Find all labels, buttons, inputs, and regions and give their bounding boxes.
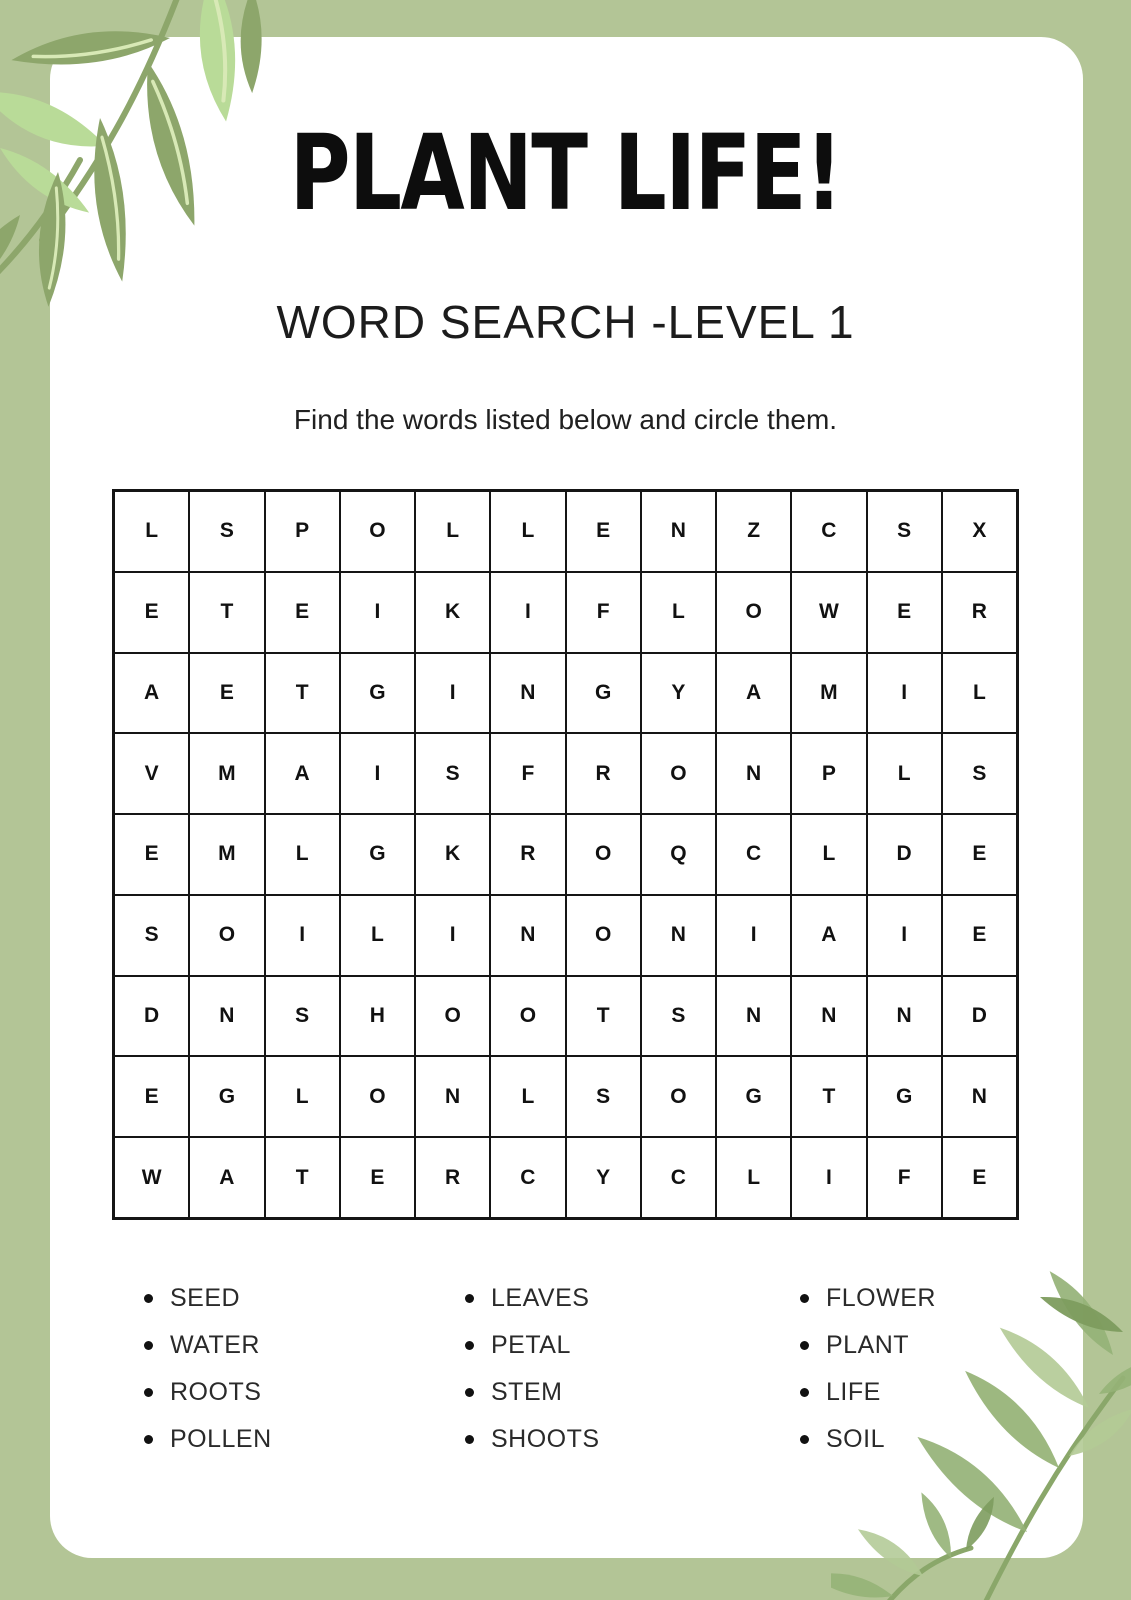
grid-cell[interactable]: R [566, 733, 641, 814]
grid-cell[interactable]: S [415, 733, 490, 814]
grid-cell[interactable]: H [340, 976, 415, 1057]
grid-cell[interactable]: L [265, 1056, 340, 1137]
grid-cell[interactable]: E [340, 1137, 415, 1218]
grid-cell[interactable]: D [942, 976, 1017, 1057]
grid-cell[interactable]: I [867, 653, 942, 734]
grid-cell[interactable]: N [791, 976, 866, 1057]
grid-cell[interactable]: O [716, 572, 791, 653]
word-list-item: LEAVES [465, 1275, 600, 1322]
grid-cell[interactable]: S [867, 491, 942, 572]
word-list-item: ROOTS [144, 1369, 272, 1416]
grid-cell[interactable]: A [716, 653, 791, 734]
grid-cell[interactable]: N [490, 895, 565, 976]
grid-cell[interactable]: S [942, 733, 1017, 814]
grid-cell[interactable]: K [415, 572, 490, 653]
grid-cell[interactable]: L [867, 733, 942, 814]
grid-cell[interactable]: E [942, 814, 1017, 895]
grid-cell[interactable]: Q [641, 814, 716, 895]
grid-cell[interactable]: T [189, 572, 264, 653]
grid-cell[interactable]: O [566, 814, 641, 895]
grid-cell[interactable]: V [114, 733, 189, 814]
grid-cell[interactable]: E [189, 653, 264, 734]
grid-cell[interactable]: O [415, 976, 490, 1057]
grid-cell[interactable]: E [114, 814, 189, 895]
grid-cell[interactable]: N [641, 895, 716, 976]
leaf-decoration-top-left [0, 0, 340, 312]
grid-cell[interactable]: T [265, 1137, 340, 1218]
grid-cell[interactable]: E [265, 572, 340, 653]
grid-cell[interactable]: P [265, 491, 340, 572]
grid-cell[interactable]: L [641, 572, 716, 653]
grid-cell[interactable]: T [791, 1056, 866, 1137]
grid-cell[interactable]: F [490, 733, 565, 814]
grid-cell[interactable]: L [490, 491, 565, 572]
grid-cell[interactable]: Z [716, 491, 791, 572]
grid-cell[interactable]: L [716, 1137, 791, 1218]
grid-cell[interactable]: L [415, 491, 490, 572]
grid-cell[interactable]: L [114, 491, 189, 572]
grid-cell[interactable]: S [641, 976, 716, 1057]
grid-cell[interactable]: N [867, 976, 942, 1057]
grid-cell[interactable]: I [265, 895, 340, 976]
grid-cell[interactable]: L [942, 653, 1017, 734]
word-list-column-1 [144, 1275, 272, 1463]
page-title: PLANT LIFE! [289, 112, 842, 234]
grid-cell[interactable]: E [867, 572, 942, 653]
grid-cell[interactable]: C [641, 1137, 716, 1218]
grid-cell[interactable]: N [716, 976, 791, 1057]
grid-cell[interactable]: C [791, 491, 866, 572]
grid-cell[interactable]: C [490, 1137, 565, 1218]
grid-cell[interactable]: A [114, 653, 189, 734]
word-list-item: PLANT [800, 1322, 936, 1369]
word-list-column-2 [465, 1275, 600, 1463]
grid-cell[interactable]: N [641, 491, 716, 572]
grid-cell[interactable]: I [867, 895, 942, 976]
grid-cell[interactable]: S [265, 976, 340, 1057]
grid-cell[interactable]: D [114, 976, 189, 1057]
leaf-decoration-bottom-right [831, 1270, 1131, 1600]
grid-cell[interactable]: M [791, 653, 866, 734]
grid-cell[interactable]: N [490, 653, 565, 734]
grid-cell[interactable]: G [867, 1056, 942, 1137]
grid-cell[interactable]: I [415, 895, 490, 976]
grid-cell[interactable]: W [114, 1137, 189, 1218]
watercolor-leaves [831, 1270, 1131, 1600]
grid-cell[interactable]: I [716, 895, 791, 976]
word-list-item: PETAL [465, 1322, 600, 1369]
grid-cell[interactable]: F [867, 1137, 942, 1218]
grid-cell[interactable]: N [716, 733, 791, 814]
grid-cell[interactable]: E [942, 895, 1017, 976]
grid-cell[interactable]: M [189, 733, 264, 814]
grid-cell[interactable]: I [415, 653, 490, 734]
grid-cell[interactable]: R [942, 572, 1017, 653]
grid-cell[interactable]: M [189, 814, 264, 895]
word-list-item: SEED [144, 1275, 272, 1322]
grid-cell[interactable]: D [867, 814, 942, 895]
grid-cell[interactable]: O [490, 976, 565, 1057]
grid-cell[interactable]: O [340, 491, 415, 572]
grid-cell[interactable]: R [490, 814, 565, 895]
grid-cell[interactable]: C [716, 814, 791, 895]
grid-cell[interactable]: E [114, 572, 189, 653]
grid-cell[interactable]: I [340, 733, 415, 814]
page-subtitle: WORD SEARCH -LEVEL 1 [276, 296, 855, 348]
grid-cell[interactable]: W [791, 572, 866, 653]
grid-cell[interactable]: L [490, 1056, 565, 1137]
grid-cell[interactable]: L [340, 895, 415, 976]
grid-cell[interactable]: T [566, 976, 641, 1057]
grid-cell[interactable]: F [566, 572, 641, 653]
grid-cell[interactable]: O [641, 1056, 716, 1137]
word-list-item: SHOOTS [465, 1416, 600, 1463]
grid-cell[interactable]: O [566, 895, 641, 976]
grid-cell[interactable]: X [942, 491, 1017, 572]
grid-cell[interactable]: E [942, 1137, 1017, 1218]
word-list-item: POLLEN [144, 1416, 272, 1463]
grid-cell[interactable]: G [340, 814, 415, 895]
grid-cell[interactable]: I [791, 1137, 866, 1218]
word-list-item: LIFE [800, 1369, 936, 1416]
grid-cell[interactable]: A [189, 1137, 264, 1218]
instruction-text: Find the words listed below and circle them. [293, 404, 838, 435]
grid-cell[interactable]: S [189, 491, 264, 572]
grid-cell[interactable]: K [415, 814, 490, 895]
grid-cell[interactable]: G [340, 653, 415, 734]
grid-cell[interactable]: R [415, 1137, 490, 1218]
grid-cell[interactable]: O [340, 1056, 415, 1137]
grid-cell[interactable]: N [415, 1056, 490, 1137]
grid-cell[interactable]: N [942, 1056, 1017, 1137]
grid-cell[interactable]: L [791, 814, 866, 895]
word-list-item: FLOWER [800, 1275, 936, 1322]
grid-cell[interactable]: A [791, 895, 866, 976]
grid-cell[interactable]: P [791, 733, 866, 814]
grid-cell[interactable]: Y [641, 653, 716, 734]
grid-cell[interactable]: G [716, 1056, 791, 1137]
word-search-grid [112, 489, 1019, 1220]
word-list-item: WATER [144, 1322, 272, 1369]
grid-cell[interactable]: E [114, 1056, 189, 1137]
grid-cell[interactable]: Y [566, 1137, 641, 1218]
grid-cell[interactable]: S [114, 895, 189, 976]
grid-cell[interactable]: O [189, 895, 264, 976]
grid-cell[interactable]: O [641, 733, 716, 814]
grid-cell[interactable]: L [265, 814, 340, 895]
word-list-item: SOIL [800, 1416, 936, 1463]
grid-cell[interactable]: G [566, 653, 641, 734]
grid-cell[interactable]: E [566, 491, 641, 572]
grid-cell[interactable]: A [265, 733, 340, 814]
grid-cell[interactable]: G [189, 1056, 264, 1137]
grid-cell[interactable]: I [490, 572, 565, 653]
grid-cell[interactable]: I [340, 572, 415, 653]
word-list-item: STEM [465, 1369, 600, 1416]
grid-cell[interactable]: S [566, 1056, 641, 1137]
grid-cell[interactable]: T [265, 653, 340, 734]
grid-cell[interactable]: N [189, 976, 264, 1057]
